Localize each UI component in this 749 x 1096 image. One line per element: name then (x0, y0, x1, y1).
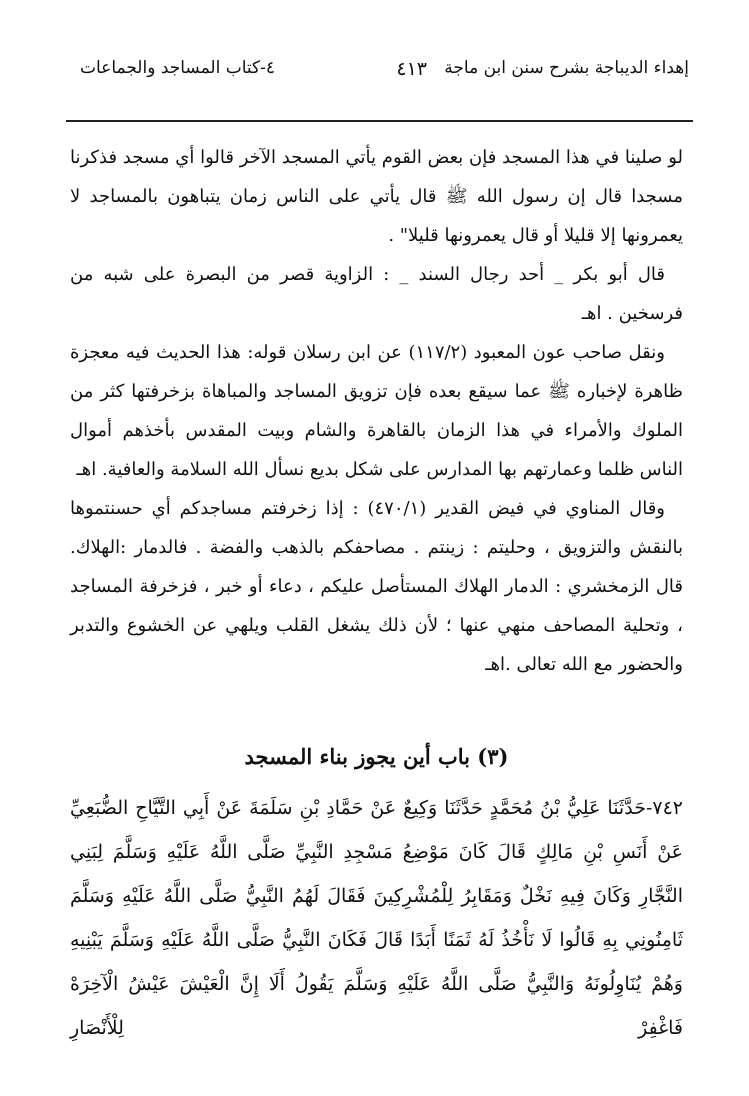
section-heading: (٣) باب أين يجوز بناء المسجد (244, 744, 509, 769)
running-header (80, 58, 689, 94)
paragraph: وقال المناوي في فيض القدير (٤٧٠/١) : إذا زخرفتم مساجدكم أي حسنتموها بالنقش والتزويق ، وحليتم : زينتم . مصاحفكم بالذهب والفضة . فالدمار :الهلاك. قال الزمخشري : الدمار الهلاك المستأصل عليكم ، دعاء أو خبر ، فزخرفة المساجد ، وتحلية المصاحف منهي عنها ؛ لأن ذلك يشغل القلب ويلهي عن الخشوع والتدبر والحضور مع الله تعالى .اهـ (70, 498, 683, 675)
paragraph: قال أبو بكر _ أحد رجال السند _ : الزاوية قصر من البصرة على شبه من فرسخين . اهـ (70, 264, 683, 324)
hadith-paragraph: ٧٤٢-حَدَّثَنَا عَلِيُّ بْنُ مُحَمَّدٍ حَدَّثَنَا وَكِيعٌ عَنْ حَمَّادِ بْنِ سَلَمَةَ عَنْ أَبِي التَّيَّاحِ الضُّبَعِيِّ عَنْ أَنَسِ بْنِ مَالِكٍ قَالَ كَانَ مَوْضِعُ مَسْجِدِ النَّبِيِّ صَلَّى اللَّهُ عَلَيْهِ وَسَلَّمَ لِبَنِي النَّجَّارِ وَكَانَ فِيهِ نَخْلٌ وَمَقَابِرُ لِلْمُشْرِكِينَ فَقَالَ لَهُمُ النَّبِيُّ صَلَّى اللَّهُ عَلَيْهِ وَسَلَّمَ ثَامِنُونِي بِهِ قَالُوا لَا نَأْخُذُ لَهُ ثَمَنًا أَبَدًا قَالَ فَكَانَ النَّبِيُّ صَلَّى اللَّهُ عَلَيْهِ وَسَلَّمَ يَبْنِيهِ وَهُمْ يُنَاوِلُونَهُ وَالنَّبِيُّ صَلَّى اللَّهُ عَلَيْهِ وَسَلَّمَ يَقُولُ أَلَا إِنَّ الْعَيْشَ عَيْشُ الْآخِرَهْ فَاغْفِرْ لِلْأَنْصَارِ (70, 797, 683, 1039)
hadith-text (70, 786, 683, 1050)
paragraph: لو صلينا في هذا المسجد فإن بعض القوم يأتي المسجد الآخر قالوا أي مسجد فذكرنا مسجدا قال إن رسول الله ﷺ قال يأتي على الناس زمان يتباهون بالمساجد لا يعمرونها إلا قليلا أو قال يعمرونها قليلا" . (70, 147, 683, 246)
book-title: إهداء الديباجة بشرح سنن ابن ماجة (444, 58, 689, 78)
commentary-text (70, 138, 683, 684)
header-rule (66, 120, 693, 122)
page-number: ٤١٣ (396, 58, 427, 80)
paragraph: ونقل صاحب عون المعبود (١١٧/٢) عن ابن رسلان قوله: هذا الحديث فيه معجزة ظاهرة لإخباره ﷺ عما سيقع بعده فإن تزويق المساجد والمباهاة بزخرفتها كثر من الملوك والأمراء في هذا الزمان بالقاهرة والشام وبيت المقدس بأخذهم أموال الناس ظلما وعمارتهم بها المدارس على شكل بديع نسأل الله السلامة والعافية. اهـ (70, 342, 683, 480)
chapter-title: ٤-كتاب المساجد والجماعات (80, 58, 276, 78)
